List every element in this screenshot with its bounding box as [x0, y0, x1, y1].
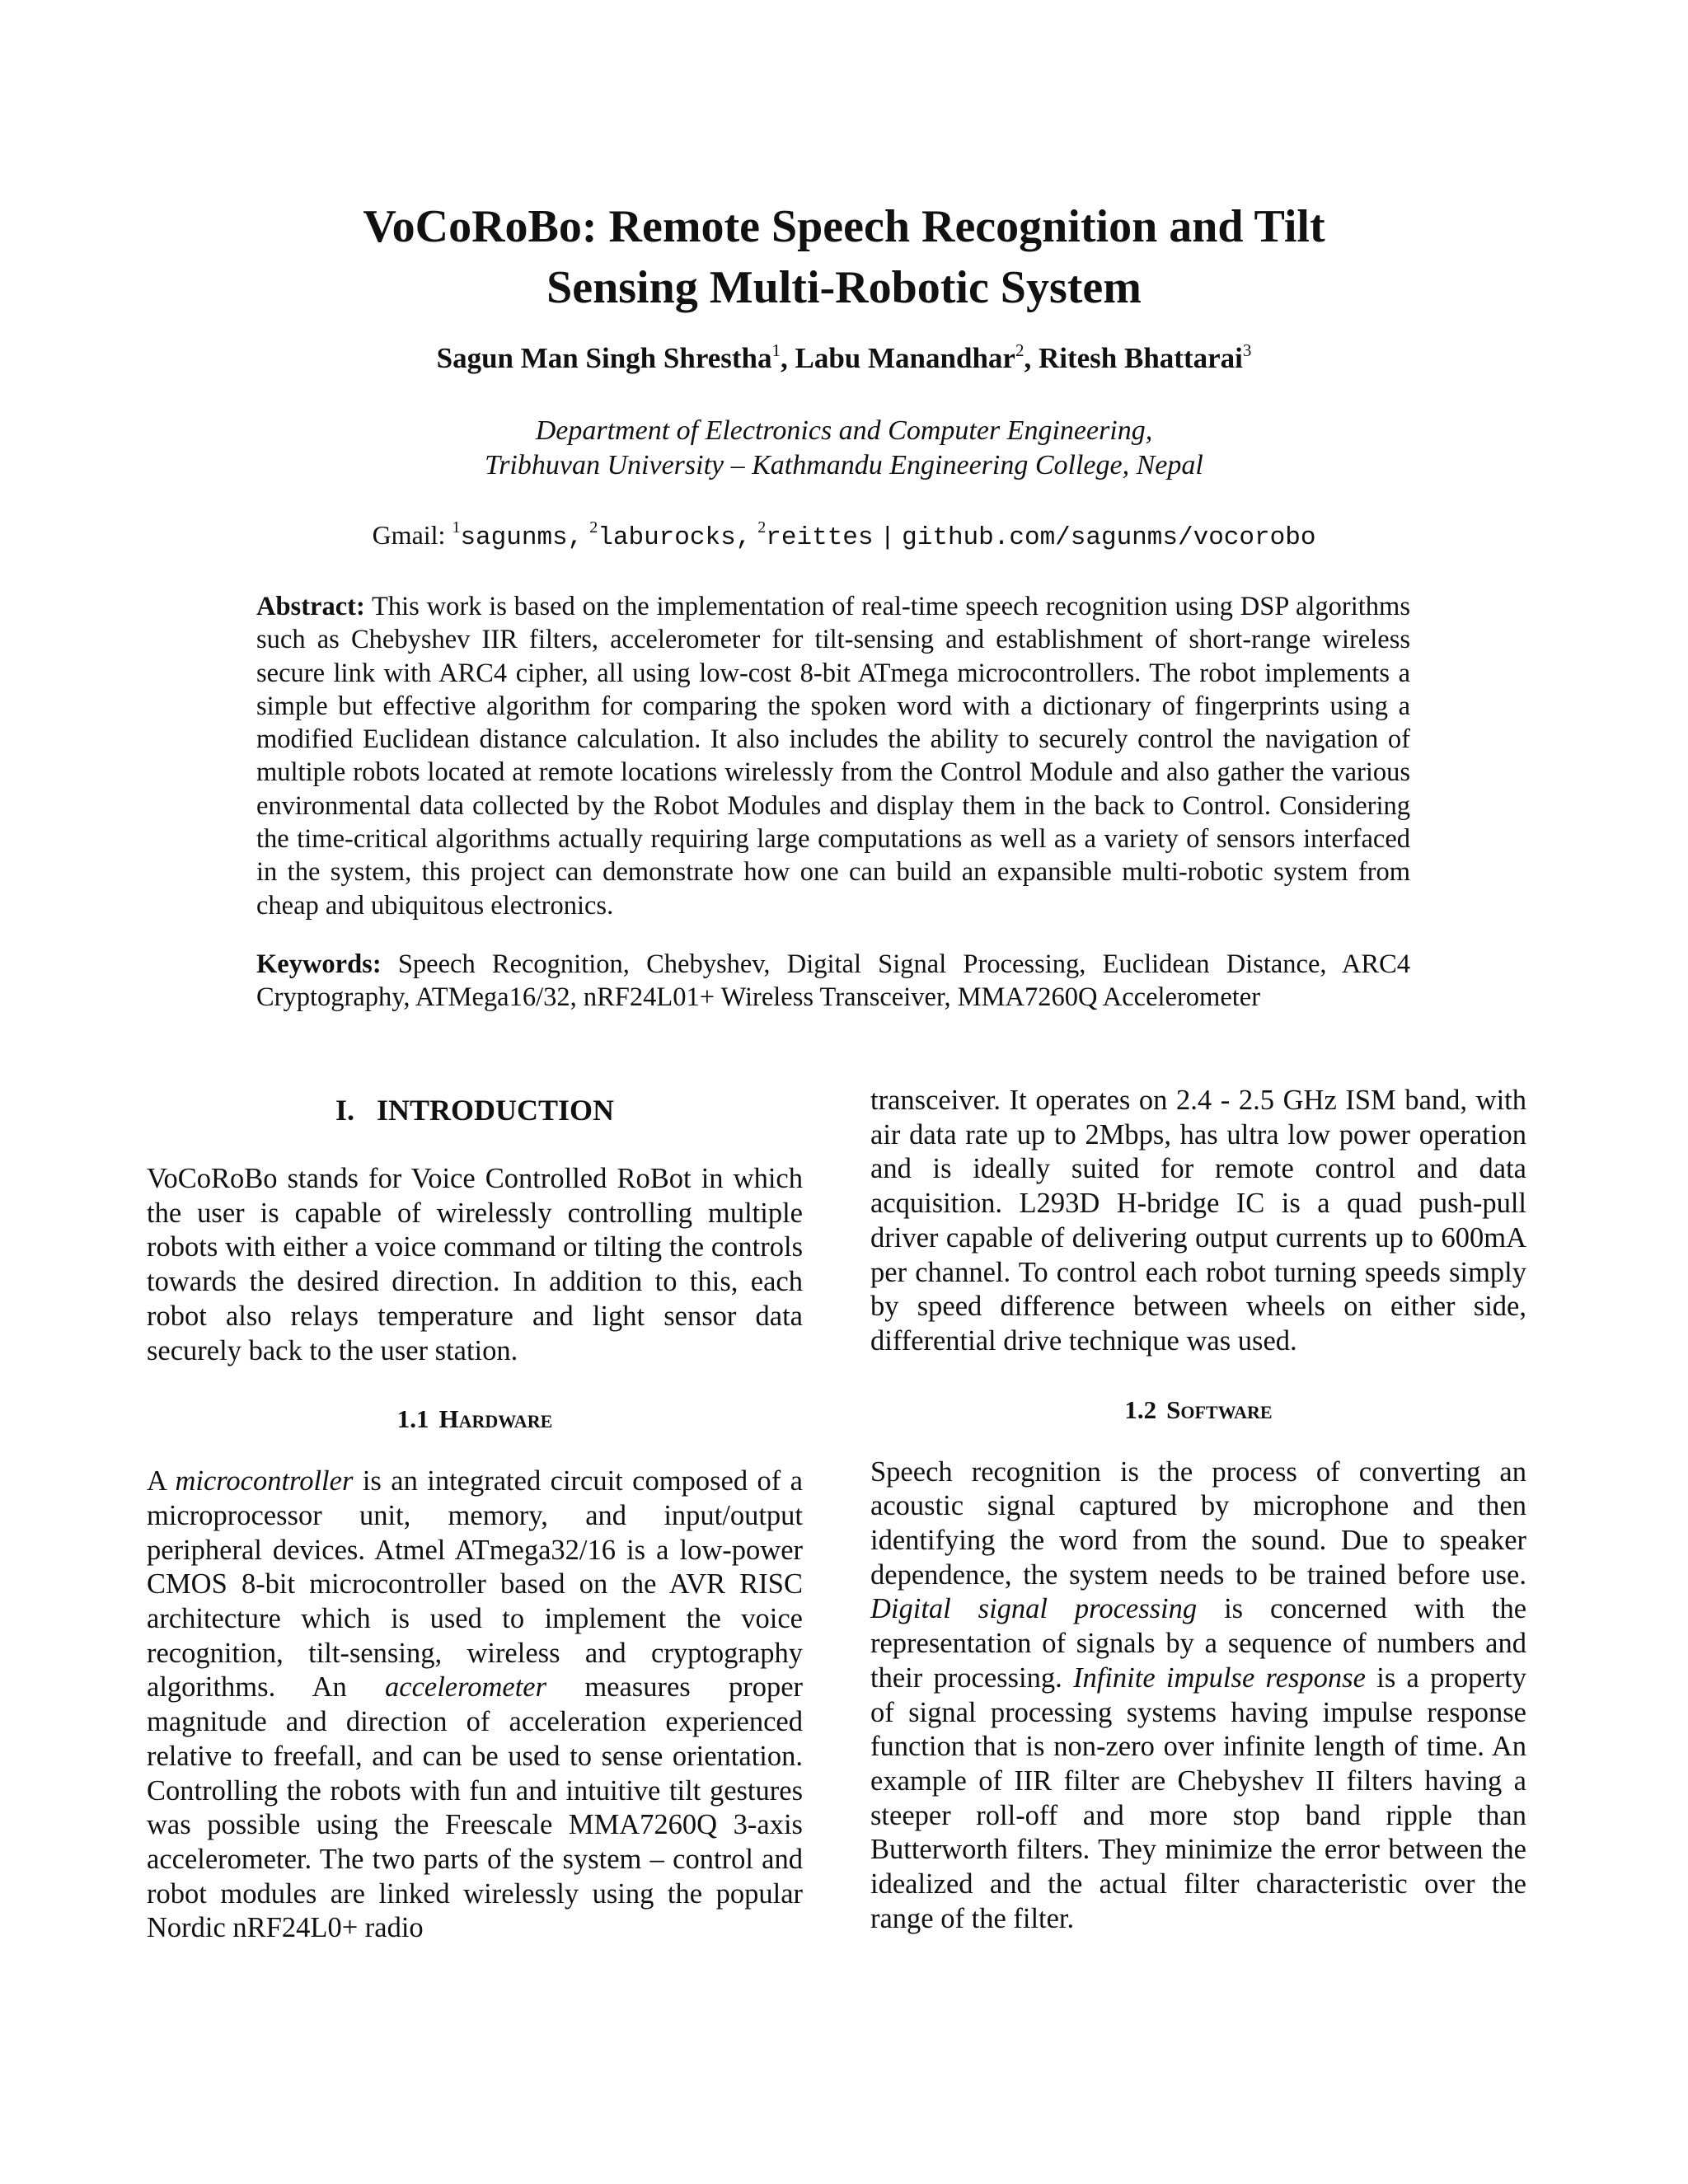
contact-line: [0, 517, 1688, 556]
abstract-label: Abstract:: [256, 592, 365, 621]
hardware-paragraph: [147, 1465, 803, 1946]
subsection-number: 1.2: [1124, 1394, 1157, 1424]
contact-label: Gmail:: [372, 520, 446, 550]
abstract: [256, 590, 1410, 922]
section-title: INTRODUCTION: [376, 1094, 615, 1127]
left-column: [147, 1084, 803, 1946]
author-list: Sagun Man Singh Shrestha$^1$, Labu Manandhar$^2$, Ritesh Bhattarai$^3$: [436, 340, 1252, 374]
right-column: [870, 1084, 1526, 1936]
software-paragraph: [870, 1455, 1526, 1937]
abstract-text: This work is based on the implementation of real-time speech recognition using DSP algorithms such as Chebyshev IIR filters, accelerometer for tilt-sensing and establishment of short-range wireless secure link with ARC4 cipher, all using low-cost 8-bit ATmega microcontrollers. The robot implements a simple but effective algorithm for comparing the spoken word with a dictionary of fingerprints using a modified Euclidean distance calculation. It also includes the ability to securely control the navigation of multiple robots located at remote locations wirelessly from the Control Module and also gather the various environmental data collected by the Robot Modules and display them in the back to Control. Considering the time-critical algorithms actually requiring large computations as well as a variety of sensors interfaced in the system, this project can demonstrate how one can build an expansible multi-robotic system from cheap and ubiquitous electronics.: [256, 592, 1410, 921]
author-mark: 3: [1242, 340, 1252, 360]
section-number: I.: [335, 1094, 354, 1127]
text-run: is a property of signal processing systems having impulse response function that is non-zero over infinite length of time. An example of IIR filter are Chebyshev II filters having a steeper roll-off and more stop band ripple than Butterworth filters. They minimize the error between the idealized and the actual filter characteristic over the range of the filter.: [870, 1661, 1527, 1934]
text-run: is concerned with the representation of signals by a sequence of numbers and their processing.: [870, 1593, 1527, 1694]
author-mark: 2: [1015, 340, 1025, 360]
author-name: Sagun Man Singh Shrestha: [436, 342, 772, 374]
subsection-heading-hardware: [147, 1401, 803, 1437]
keywords: [256, 948, 1410, 1015]
term-accelerometer: accelerometer: [385, 1671, 547, 1704]
contact-mark: 2: [757, 518, 767, 537]
title-line-1: VoCoRoBo: Remote Speech Recognition and Tilt: [363, 201, 1325, 252]
intro-paragraph: VoCoRoBo stands for Voice Controlled RoBot in which the user is capable of wirelessly controlling multiple robots with either a voice command or tilting the controls towards the desired direction. In addition to this, each robot also relays temperature and light sensor data securely back to the user station.: [147, 1163, 803, 1366]
paper-title: [0, 196, 1688, 318]
contact-mark: 1: [452, 518, 461, 537]
text-run: measures proper magnitude and direction of acceleration experienced relative to freefall, and can be used to sense orientation. Controlling the robots with fun and intuitive tilt gestures was possible using the Freescale MMA7260Q 3-axis accelerometer. The two parts of the system – control and robot modules are linked wirelessly using the popular Nordic nRF24L0+ radio: [147, 1671, 804, 1944]
subsection-title: Hardware: [438, 1404, 553, 1434]
term-digital-signal-processing: Digital signal processing: [870, 1593, 1198, 1625]
repo-link[interactable]: github.com/sagunms/vocorobo: [902, 523, 1316, 552]
author-name: Labu Manandhar: [795, 342, 1015, 374]
author-mark: 1: [771, 340, 781, 360]
text-run: is an integrated circuit composed of a microprocessor unit, memory, and input/output peripheral devices. Atmel ATmega32/16 is a low-power CMOS 8-bit microcontroller based on the AVR RISC architecture which is used to implement the voice recognition, tilt-sensing, wireless and cryptography algorithms. An: [147, 1465, 803, 1704]
affiliation-line-1: Department of Electronics and Computer Engineering,: [535, 415, 1153, 446]
subsection-title: Software: [1166, 1394, 1273, 1424]
term-microcontroller: microcontroller: [175, 1465, 354, 1497]
affiliation-line-2: Tribhuvan University – Kathmandu Engineering College, Nepal: [485, 450, 1203, 480]
subsection-heading-software: [870, 1392, 1526, 1428]
contact-handle[interactable]: sagunms,: [460, 523, 584, 552]
hardware-paragraph-continued: transceiver. It operates on 2.4 - 2.5 GHz ISM band, with air data rate up to 2Mbps, has ultra low power operation and is ideally suited for remote control and data acquisition. L293D H-bridge IC is a quad push-pull driver capable of delivering output currents up to 600mA per channel. To control each robot turning speeds simply by speed difference between wheels on either side, differential drive technique was used.: [870, 1085, 1526, 1357]
contact-handle[interactable]: reittes: [766, 523, 874, 552]
subsection-number: 1.1: [396, 1404, 429, 1434]
section-heading-introduction: [147, 1092, 803, 1128]
title-line-2: Sensing Multi-Robotic System: [546, 262, 1142, 313]
contact-handle[interactable]: laburocks,: [598, 523, 752, 552]
keywords-text: Speech Recognition, Chebyshev, Digital Signal Processing, Euclidean Distance, ARC4 Cryptography, ATMega16/32, nRF24L01+ Wireless Transceiver, MMA7260Q Accelerometer: [256, 949, 1410, 1013]
affiliation: [0, 414, 1688, 483]
text-run: A: [147, 1465, 166, 1497]
contact-mark: 2: [589, 518, 598, 537]
contact-separator: |: [879, 523, 896, 552]
term-infinite-impulse-response: Infinite impulse response: [1073, 1661, 1366, 1694]
keywords-label: Keywords:: [256, 949, 382, 979]
author-name: Ritesh Bhattarai: [1038, 342, 1243, 374]
text-run: Speech recognition is the process of converting an acoustic signal captured by microphone and then identifying the word from the sound. Due to speaker dependence, the system needs to be trained before use.: [870, 1455, 1526, 1591]
